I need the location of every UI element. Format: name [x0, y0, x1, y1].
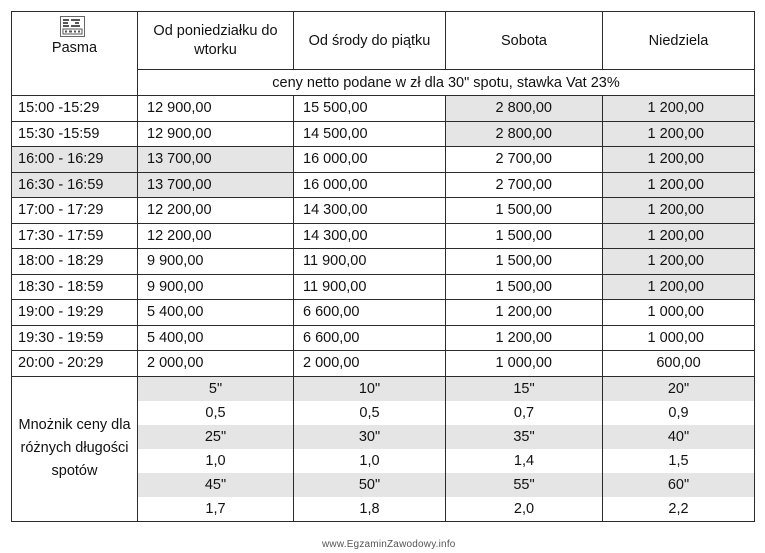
price-sunday: 1 200,00	[603, 249, 755, 275]
price-saturday: 1 500,00	[446, 198, 603, 224]
spot-length: 15"	[446, 376, 603, 401]
price-saturday: 1 200,00	[446, 325, 603, 351]
col-header-mon-tue: Od poniedziałku do wtorku	[138, 12, 294, 70]
price-mon-tue: 12 900,00	[138, 121, 294, 147]
multiplier-value: 0,5	[294, 401, 446, 425]
logo-icon	[60, 16, 85, 37]
spot-length: 55"	[446, 473, 603, 497]
price-mon-tue: 9 900,00	[138, 274, 294, 300]
spot-length: 20"	[603, 376, 755, 401]
time-slot: 19:00 - 19:29	[12, 300, 138, 326]
time-slot: 16:00 - 16:29	[12, 147, 138, 173]
price-sunday: 1 200,00	[603, 198, 755, 224]
price-sunday: 1 000,00	[603, 300, 755, 326]
spot-length: 25"	[138, 425, 294, 449]
spot-length: 50"	[294, 473, 446, 497]
price-mon-tue: 12 900,00	[138, 96, 294, 122]
price-saturday: 2 700,00	[446, 147, 603, 173]
time-slot: 18:00 - 18:29	[12, 249, 138, 275]
price-wed-fri: 14 300,00	[294, 198, 446, 224]
price-mon-tue: 5 400,00	[138, 300, 294, 326]
col-header-sunday: Niedziela	[603, 12, 755, 70]
multiplier-value: 2,2	[603, 497, 755, 522]
price-saturday: 1 500,00	[446, 274, 603, 300]
spot-length: 45"	[138, 473, 294, 497]
spot-length: 5"	[138, 376, 294, 401]
price-sunday: 600,00	[603, 351, 755, 377]
multiplier-value: 0,5	[138, 401, 294, 425]
price-mon-tue: 12 200,00	[138, 198, 294, 224]
multiplier-value: 2,0	[446, 497, 603, 522]
header-row	[12, 12, 755, 70]
col-header-wed-fri: Od środy do piątku	[294, 12, 446, 70]
spot-length: 40"	[603, 425, 755, 449]
table-row	[12, 274, 755, 300]
price-note: ceny netto podane w zł dla 30" spotu, stawka Vat 23%	[138, 70, 755, 96]
multiplier-value: 1,5	[603, 449, 755, 473]
time-slot: 16:30 - 16:59	[12, 172, 138, 198]
price-wed-fri: 2 000,00	[294, 351, 446, 377]
price-saturday: 1 500,00	[446, 249, 603, 275]
pasma-label: Pasma	[51, 40, 98, 56]
table-row	[12, 300, 755, 326]
table-row	[12, 198, 755, 224]
table-row	[12, 96, 755, 122]
table-row	[12, 147, 755, 173]
price-mon-tue: 13 700,00	[138, 172, 294, 198]
multiplier-value: 1,4	[446, 449, 603, 473]
price-mon-tue: 12 200,00	[138, 223, 294, 249]
multiplier-value: 1,0	[138, 449, 294, 473]
table-row	[12, 351, 755, 377]
price-sunday: 1 200,00	[603, 147, 755, 173]
price-saturday: 1 500,00	[446, 223, 603, 249]
price-mon-tue: 9 900,00	[138, 249, 294, 275]
price-sunday: 1 000,00	[603, 325, 755, 351]
price-saturday: 2 700,00	[446, 172, 603, 198]
table-row	[12, 249, 755, 275]
price-wed-fri: 14 300,00	[294, 223, 446, 249]
table-row	[12, 223, 755, 249]
pasma-header-cell	[12, 12, 138, 96]
price-saturday: 2 800,00	[446, 121, 603, 147]
price-table	[11, 11, 755, 522]
price-wed-fri: 6 600,00	[294, 300, 446, 326]
price-sunday: 1 200,00	[603, 172, 755, 198]
price-mon-tue: 2 000,00	[138, 351, 294, 377]
multiplier-value: 1,8	[294, 497, 446, 522]
spot-length: 60"	[603, 473, 755, 497]
col-header-saturday: Sobota	[446, 12, 603, 70]
multiplier-value: 0,7	[446, 401, 603, 425]
price-saturday: 2 800,00	[446, 96, 603, 122]
time-slot: 20:00 - 20:29	[12, 351, 138, 377]
multiplier-row	[12, 376, 755, 401]
multiplier-label: Mnożnik ceny dla różnych długości spotów	[12, 376, 138, 521]
time-slot: 17:00 - 17:29	[12, 198, 138, 224]
price-saturday: 1 000,00	[446, 351, 603, 377]
table-row	[12, 172, 755, 198]
multiplier-value: 1,7	[138, 497, 294, 522]
time-slot: 15:30 -15:59	[12, 121, 138, 147]
spot-length: 10"	[294, 376, 446, 401]
price-wed-fri: 11 900,00	[294, 249, 446, 275]
table-row	[12, 325, 755, 351]
watermark: www.EgzaminZawodowy.info	[322, 539, 456, 550]
time-slot: 17:30 - 17:59	[12, 223, 138, 249]
spot-length: 30"	[294, 425, 446, 449]
price-sunday: 1 200,00	[603, 223, 755, 249]
price-wed-fri: 11 900,00	[294, 274, 446, 300]
spot-length: 35"	[446, 425, 603, 449]
price-wed-fri: 16 000,00	[294, 147, 446, 173]
price-sunday: 1 200,00	[603, 96, 755, 122]
price-wed-fri: 6 600,00	[294, 325, 446, 351]
price-sunday: 1 200,00	[603, 121, 755, 147]
table-row	[12, 121, 755, 147]
price-wed-fri: 16 000,00	[294, 172, 446, 198]
price-mon-tue: 5 400,00	[138, 325, 294, 351]
multiplier-value: 0,9	[603, 401, 755, 425]
price-sunday: 1 200,00	[603, 274, 755, 300]
time-slot: 19:30 - 19:59	[12, 325, 138, 351]
multiplier-value: 1,0	[294, 449, 446, 473]
time-slot: 15:00 -15:29	[12, 96, 138, 122]
price-wed-fri: 15 500,00	[294, 96, 446, 122]
price-mon-tue: 13 700,00	[138, 147, 294, 173]
price-saturday: 1 200,00	[446, 300, 603, 326]
time-slot: 18:30 - 18:59	[12, 274, 138, 300]
price-wed-fri: 14 500,00	[294, 121, 446, 147]
